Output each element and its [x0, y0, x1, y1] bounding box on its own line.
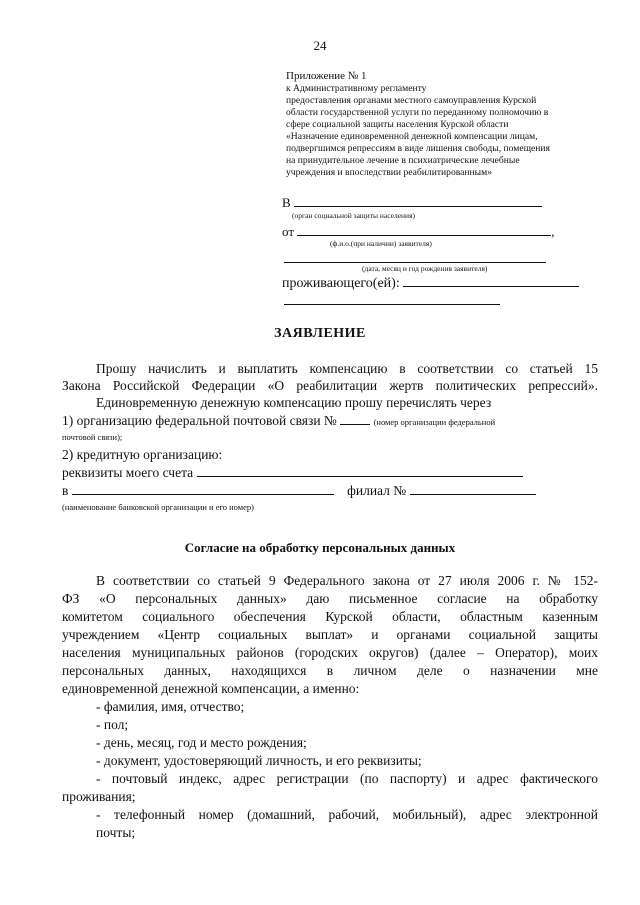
option-postal-hint: (номер организации федеральной	[373, 417, 496, 427]
to-caption: (орган социальной защиты населения)	[292, 211, 416, 220]
page-number: 24	[313, 38, 327, 53]
residence-field-line[interactable]	[403, 274, 579, 287]
list-item: - почтовый индекс, адрес регистрации (по паспорту) и адрес фактического	[96, 771, 598, 786]
from-field-line[interactable]	[297, 223, 551, 236]
to-field-row	[282, 194, 542, 211]
appendix-line: учреждения и впоследствии реабилитированным»	[286, 167, 492, 178]
appendix-line: «Назначение единовременной денежной компенсации лицам,	[286, 131, 538, 142]
from-caption: (ф.и.о.(при наличии) заявителя)	[330, 239, 432, 248]
option-postal-row	[62, 411, 598, 431]
consent-line: единовременной денежной компенсации, а именно:	[62, 681, 360, 696]
from-comma: ,	[551, 224, 555, 239]
residence-field-line-2[interactable]	[284, 292, 500, 305]
appendix-title: Приложение № 1	[286, 70, 367, 82]
statement-line: Закона Российской Федерации «О реабилитации жертв политических репрессий».	[62, 378, 598, 393]
statement-line: Прошу начислить и выплатить компенсацию в соответствии со статьей 15	[96, 361, 598, 376]
document-title: ЗАЯВЛЕНИЕ	[274, 326, 366, 341]
consent-body	[62, 572, 598, 842]
appendix-line: на принудительное лечение в психиатрические лечебные	[286, 155, 520, 166]
account-row	[62, 463, 598, 481]
consent-line: населения муниципальных районов (городских округов) (далее – Оператор), моих	[62, 645, 598, 660]
branch-label: филиал №	[347, 483, 407, 498]
consent-line: комитетом социального обеспечения Курской области, областным казенным	[62, 609, 598, 624]
bank-prefix: в	[62, 483, 69, 498]
consent-line: учреждением «Центр социальных выплат» и органами социальной защиты	[62, 627, 598, 642]
list-item: - пол;	[96, 717, 129, 732]
residence-extra-row	[284, 292, 500, 309]
residence-row	[282, 274, 579, 292]
branch-field-line[interactable]	[410, 481, 536, 495]
consent-title: Согласие на обработку персональных данных	[184, 540, 456, 555]
appendix-header	[286, 70, 586, 179]
option-bank-text: 2) кредитную организацию:	[62, 447, 223, 462]
postal-number-line[interactable]	[340, 411, 370, 425]
from-field-row	[282, 223, 555, 240]
residence-label: проживающего(ей):	[282, 276, 400, 291]
bank-caption: (наименование банковской организации и его номер)	[62, 502, 254, 512]
appendix-line: к Административному регламенту	[286, 83, 427, 94]
option-postal-text: 1) организацию федеральной почтовой связи №	[62, 413, 337, 428]
option-postal-hint-2: почтовой связи);	[62, 432, 123, 442]
consent-line: ФЗ «О персональных данных» даю письменное согласие на обработку	[62, 591, 598, 606]
consent-line: персональных данных, находящихся в личном деле о назначении мне	[62, 663, 598, 678]
statement-body	[62, 360, 598, 516]
appendix-line: подвергшимся репрессиям в виде лишения свободы, помещения	[286, 143, 550, 154]
list-item: - день, месяц, год и место рождения;	[96, 735, 307, 750]
statement-line: Единовременную денежную компенсацию прошу перечислять через	[96, 395, 492, 410]
list-item-cont: проживания;	[62, 789, 136, 804]
to-label: В	[282, 195, 291, 210]
from-label: от	[282, 224, 295, 239]
birth-caption: (дата, месяц и год рождения заявителя)	[362, 264, 488, 273]
account-field-line[interactable]	[197, 463, 523, 477]
bank-row	[62, 481, 598, 499]
to-field-line[interactable]	[294, 194, 542, 207]
account-label: реквизиты моего счета	[62, 465, 194, 480]
consent-line: В соответствии со статьей 9 Федерального закона от 27 июля 2006 г. № 152-	[96, 573, 598, 588]
appendix-line: сфере социальной защиты населения Курской области	[286, 119, 509, 130]
list-item: - документ, удостоверяющий личность, и его реквизиты;	[96, 753, 422, 768]
birth-field-line[interactable]	[284, 250, 546, 263]
appendix-line: предоставления органами местного самоуправления Курской	[286, 95, 537, 106]
list-item-cont: почты;	[96, 825, 136, 840]
bank-field-line[interactable]	[72, 481, 334, 495]
appendix-line: области государственной услуги по переданному полномочию в	[286, 107, 549, 118]
list-item: - телефонный номер (домашний, рабочий, мобильный), адрес электронной	[96, 807, 598, 822]
list-item: - фамилия, имя, отчество;	[96, 699, 245, 714]
